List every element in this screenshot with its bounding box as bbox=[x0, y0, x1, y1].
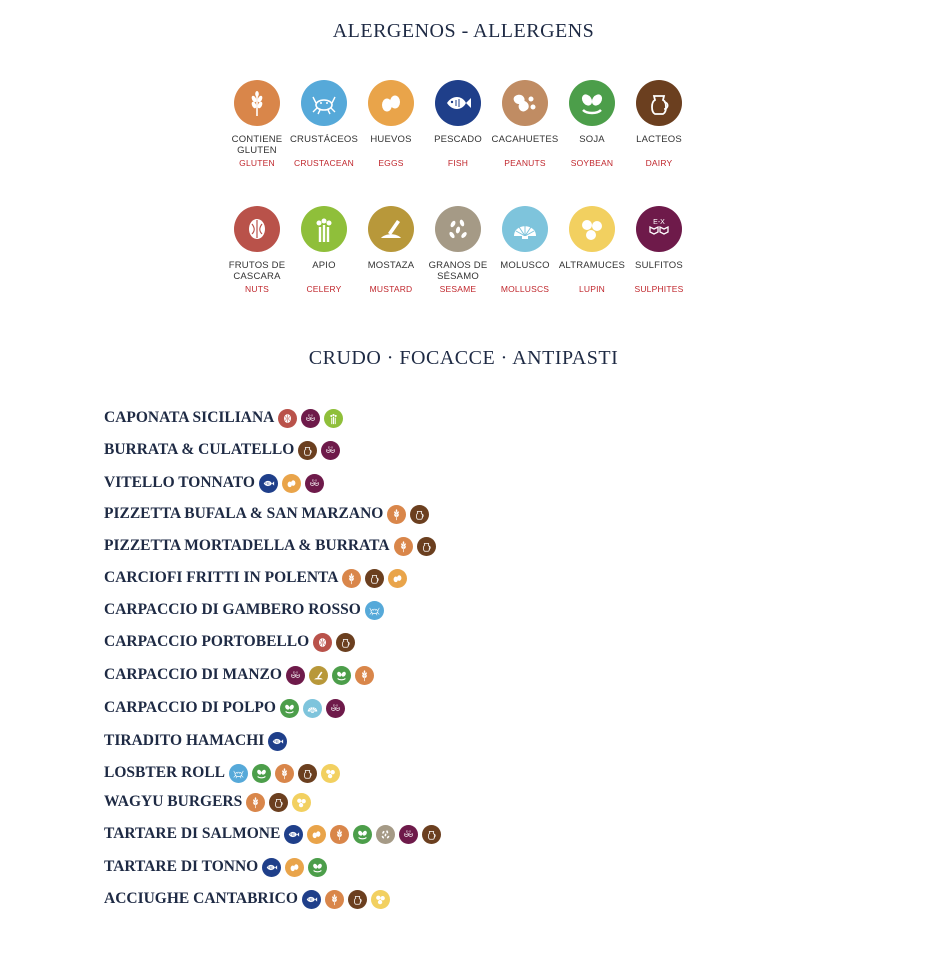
legend-label-es: ALTRAMUCES bbox=[558, 260, 626, 271]
milk-jug-icon bbox=[422, 825, 441, 844]
dish-name: CARPACCIO PORTOBELLO bbox=[104, 633, 310, 650]
dish-row bbox=[104, 662, 378, 688]
svg-text:E-X: E-X bbox=[653, 219, 665, 226]
legend-label-es: MOSTAZA bbox=[367, 260, 415, 271]
eggs-icon bbox=[307, 825, 326, 844]
legend-label-en: NUTS bbox=[245, 284, 269, 294]
dish-row bbox=[104, 695, 349, 721]
legend-label-en: EGGS bbox=[378, 158, 404, 168]
legend-label-en: SULPHITES bbox=[634, 284, 684, 294]
wheat-icon bbox=[234, 80, 280, 126]
fish-icon bbox=[302, 890, 321, 909]
legend-label-en: LUPIN bbox=[578, 284, 606, 294]
dish-name: VITELLO TONNATO bbox=[104, 474, 255, 491]
legend-label-en: FISH bbox=[447, 158, 469, 168]
soy-icon bbox=[353, 825, 372, 844]
allergens-title: ALERGENOS - ALLERGENS bbox=[332, 20, 595, 42]
milk-jug-icon bbox=[417, 537, 436, 556]
celery-icon bbox=[324, 409, 343, 428]
legend-label-es: GRANOS DE SÉSAMO bbox=[428, 260, 488, 282]
dish-name: TARTARE DI SALMONE bbox=[104, 825, 281, 842]
soy-icon bbox=[252, 764, 271, 783]
dish-name: CARPACCIO DI POLPO bbox=[104, 699, 276, 716]
sulphites-icon bbox=[326, 699, 345, 718]
fish-icon bbox=[262, 858, 281, 877]
eggs-icon bbox=[368, 80, 414, 126]
wheat-icon bbox=[342, 569, 361, 588]
svg-text:E-X: E-X bbox=[328, 444, 334, 449]
dish-row bbox=[104, 565, 411, 591]
dish-name: PIZZETTA BUFALA & SAN MARZANO bbox=[104, 505, 384, 522]
mustard-icon bbox=[309, 666, 328, 685]
legend-label-en: SESAME bbox=[439, 284, 477, 294]
milk-jug-icon bbox=[365, 569, 384, 588]
legend-item-dairy bbox=[617, 80, 701, 169]
sulphites-icon bbox=[636, 206, 682, 252]
dish-row bbox=[104, 501, 433, 527]
svg-text:E-X: E-X bbox=[308, 412, 314, 417]
lupin-icon bbox=[321, 764, 340, 783]
crab-icon bbox=[365, 601, 384, 620]
milk-jug-icon bbox=[348, 890, 367, 909]
legend-label-en: MOLLUSCS bbox=[500, 284, 550, 294]
dish-name: CARPACCIO DI MANZO bbox=[104, 666, 282, 683]
nut-icon bbox=[234, 206, 280, 252]
lupin-icon bbox=[292, 793, 311, 812]
dish-name: BURRATA & CULATELLO bbox=[104, 441, 295, 458]
legend-label-en: CELERY bbox=[306, 284, 342, 294]
dish-name: TARTARE DI TONNO bbox=[104, 858, 259, 875]
shell-icon bbox=[502, 206, 548, 252]
legend-label-en: DAIRY bbox=[645, 158, 673, 168]
sulphites-icon bbox=[321, 441, 340, 460]
legend-label-es: CRUSTÁCEOS bbox=[290, 134, 358, 145]
legend-label-es: HUEVOS bbox=[370, 134, 412, 145]
soy-icon bbox=[280, 699, 299, 718]
legend-label-es: LACTEOS bbox=[636, 134, 682, 145]
wheat-icon bbox=[275, 764, 294, 783]
milk-jug-icon bbox=[410, 505, 429, 524]
legend-label-es: APIO bbox=[312, 260, 336, 271]
celery-icon bbox=[301, 206, 347, 252]
legend-label-es: FRUTOS DE CASCARA bbox=[228, 260, 286, 282]
dish-name: WAGYU BURGERS bbox=[104, 793, 243, 810]
fish-icon bbox=[284, 825, 303, 844]
wheat-icon bbox=[246, 793, 265, 812]
sesame-icon bbox=[435, 206, 481, 252]
legend-label-es: SOJA bbox=[579, 134, 605, 145]
dish-row bbox=[104, 405, 347, 431]
milk-jug-icon bbox=[298, 441, 317, 460]
eggs-icon bbox=[285, 858, 304, 877]
dish-row bbox=[104, 533, 440, 559]
legend-label-es: CACAHUETES bbox=[491, 134, 559, 145]
soy-icon bbox=[332, 666, 351, 685]
legend-label-en: PEANUTS bbox=[504, 158, 546, 168]
sulphites-icon bbox=[301, 409, 320, 428]
sulphites-icon bbox=[286, 666, 305, 685]
peanut-icon bbox=[502, 80, 548, 126]
svg-text:E-X: E-X bbox=[292, 669, 298, 674]
dish-name: PIZZETTA MORTADELLA & BURRATA bbox=[104, 537, 390, 554]
eggs-icon bbox=[282, 474, 301, 493]
dish-row bbox=[104, 789, 315, 815]
legend-label-es: CONTIENE GLUTEN bbox=[231, 134, 283, 156]
svg-text:E-X: E-X bbox=[311, 477, 317, 482]
soy-icon bbox=[308, 858, 327, 877]
milk-jug-icon bbox=[636, 80, 682, 126]
fish-icon bbox=[268, 732, 287, 751]
dish-row bbox=[104, 597, 388, 623]
dish-row bbox=[104, 760, 344, 786]
dish-row bbox=[104, 470, 328, 496]
svg-text:E-X: E-X bbox=[332, 702, 338, 707]
legend-label-es: MOLUSCO bbox=[500, 260, 550, 271]
dish-name: CAPONATA SICILIANA bbox=[104, 409, 275, 426]
legend-label-en: SOYBEAN bbox=[570, 158, 614, 168]
soy-icon bbox=[569, 80, 615, 126]
wheat-icon bbox=[355, 666, 374, 685]
wheat-icon bbox=[387, 505, 406, 524]
legend-item-sulphites bbox=[617, 206, 701, 295]
legend-label-en: MUSTARD bbox=[369, 284, 413, 294]
dish-row bbox=[104, 886, 394, 912]
lupin-icon bbox=[371, 890, 390, 909]
wheat-icon bbox=[325, 890, 344, 909]
dish-name: ACCIUGHE CANTABRICO bbox=[104, 890, 298, 907]
mustard-icon bbox=[368, 206, 414, 252]
section-title: CRUDO · FOCACCE · ANTIPASTI bbox=[308, 347, 619, 369]
legend-label-en: GLUTEN bbox=[239, 158, 275, 168]
milk-jug-icon bbox=[336, 633, 355, 652]
crab-icon bbox=[301, 80, 347, 126]
milk-jug-icon bbox=[269, 793, 288, 812]
dish-row bbox=[104, 728, 291, 754]
sulphites-icon bbox=[305, 474, 324, 493]
legend-label-en: CRUSTACEAN bbox=[294, 158, 354, 168]
svg-text:E-X: E-X bbox=[406, 828, 412, 833]
dish-name: CARPACCIO DI GAMBERO ROSSO bbox=[104, 601, 361, 618]
dish-row bbox=[104, 854, 331, 880]
dish-name: CARCIOFI FRITTI IN POLENTA bbox=[104, 569, 339, 586]
sulphites-icon bbox=[399, 825, 418, 844]
lupin-icon bbox=[569, 206, 615, 252]
sesame-icon bbox=[376, 825, 395, 844]
legend-label-es: PESCADO bbox=[434, 134, 482, 145]
dish-row bbox=[104, 821, 445, 847]
wheat-icon bbox=[394, 537, 413, 556]
dish-row bbox=[104, 629, 359, 655]
nut-icon bbox=[313, 633, 332, 652]
fish-icon bbox=[435, 80, 481, 126]
milk-jug-icon bbox=[298, 764, 317, 783]
legend-label-es: SULFITOS bbox=[635, 260, 683, 271]
dish-name: TIRADITO HAMACHI bbox=[104, 732, 265, 749]
shell-icon bbox=[303, 699, 322, 718]
eggs-icon bbox=[388, 569, 407, 588]
crab-icon bbox=[229, 764, 248, 783]
wheat-icon bbox=[330, 825, 349, 844]
dish-name: LOSBTER ROLL bbox=[104, 764, 226, 781]
fish-icon bbox=[259, 474, 278, 493]
dish-row bbox=[104, 437, 344, 463]
nut-icon bbox=[278, 409, 297, 428]
